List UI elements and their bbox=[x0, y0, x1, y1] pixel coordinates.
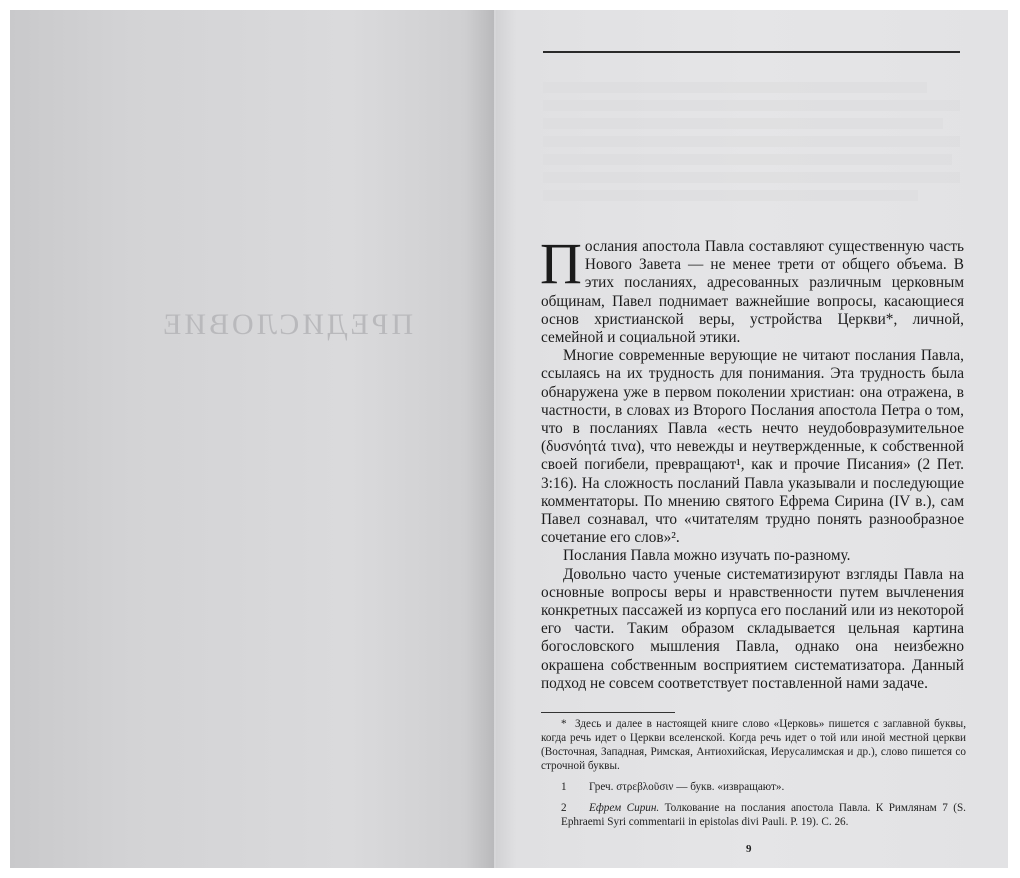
footnote-2-text: Толкование на послания апостола Павла. К Римлянам 7 (S. Ephraemi Syri commentarii in epistolas divi Pauli. P. 19). С. 26. bbox=[561, 802, 966, 828]
bleed-through-text bbox=[543, 82, 960, 208]
left-page-ghost-shading bbox=[10, 10, 494, 868]
footnote-rule bbox=[541, 712, 675, 713]
main-text bbox=[540, 231, 964, 693]
footnote-2-mark: 2 bbox=[561, 802, 567, 814]
paragraph-4: Довольно часто ученые систематизируют взгляды Павла на основные вопросы веры и нравственности путем вычленения конкретных пассажей из корпуса его посланий или из некоторой его части. Таким образом складывается цельная картина богословского мышления Павла, однако она неизбежно окрашена собственным восприятием систематизатора. Данный подход не совсем соответствует поставленной нами задаче. bbox=[541, 565, 964, 692]
footnote-2 bbox=[541, 801, 966, 829]
paragraph-1 bbox=[540, 231, 964, 347]
footnote-star-mark: * bbox=[561, 718, 567, 730]
paragraph-2: Многие современные верующие не читают послания Павла, ссылаясь на их трудность для понимания. Эта трудность была обнаружена уже в первом поколении христиан: она отражена, в частности, в словах из Второго Послания апостола Петра о том, что в посланиях Павла «есть нечто неудобовразумительное (δυσνόητά τινα), что невежды и неутвержденные, к собственной своей погибели, превращают¹, как и прочие Писания» (2 Пет. 3:16). На сложность посланий Павла указывали и последующие комментаторы. По мнению святого Ефрема Сирина (IV в.), сам Павел сознавал, что «читателям трудно понять разнообразное сочетание его слов»². bbox=[541, 347, 964, 547]
footnote-star bbox=[541, 717, 966, 773]
footnote-2-author: Ефрем Сирин. bbox=[589, 802, 660, 814]
left-page bbox=[10, 10, 494, 868]
footnotes bbox=[541, 717, 966, 836]
bleed-through-title: ПРЕДИСЛОВИЕ bbox=[160, 308, 414, 341]
page-number: 9 bbox=[746, 843, 752, 855]
footnote-1-mark: 1 bbox=[561, 781, 567, 793]
paragraph-3: Послания Павла можно изучать по-разному. bbox=[563, 547, 851, 565]
drop-cap: П bbox=[540, 231, 582, 296]
footnote-1 bbox=[541, 780, 966, 794]
paragraph-1-text: ослания апостола Павла составляют существенную часть Нового Завета — не менее трети от общего объема. В этих посланиях, адресованных различным церковным общинам, Павел поднимает важнейшие вопросы, касающиеся основ христианской веры, устройства Церкви*, личной, семейной и социальной этики. bbox=[541, 238, 964, 347]
footnote-1-text: Греч. στρεβλοῦσιν — букв. «извращают». bbox=[589, 781, 785, 793]
footnote-star-text: Здесь и далее в настоящей книге слово «Церковь» пишется с заглавной буквы, когда речь идет о Церкви вселенской. Когда речь идет о той или иной местной церкви (Восточная, Западная, Римская, Антиохийская, Иерусалимская и др.), слово пишется со строчной буквы. bbox=[541, 718, 966, 772]
header-rule bbox=[543, 51, 960, 53]
